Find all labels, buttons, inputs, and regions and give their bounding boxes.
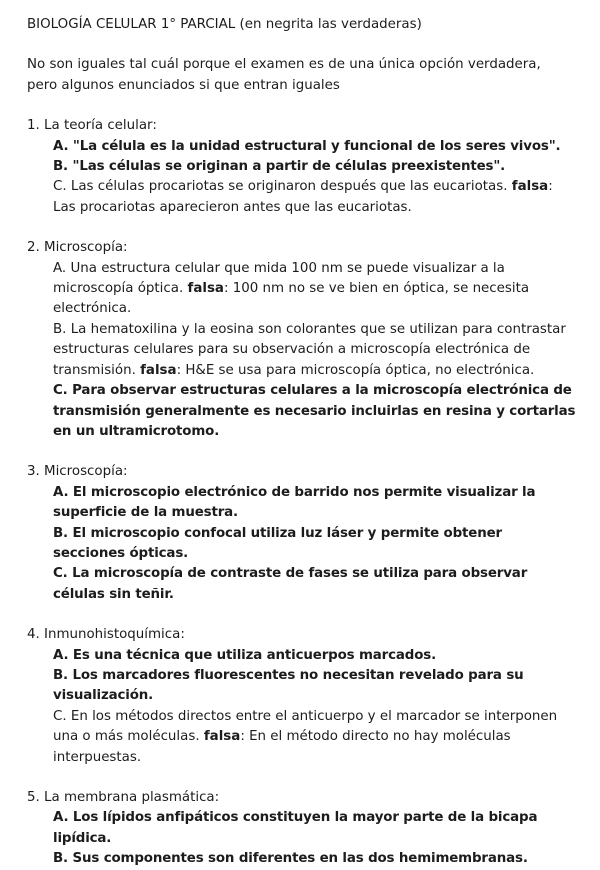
option-text: C. En los métodos directos entre el anticuerpo y el marcador se interponen una o más moléculas.: [53, 708, 558, 745]
option-list: [27, 646, 582, 768]
option-text: B. La hematoxilina y la eosina son colorantes que se utilizan para contrastar estructuras celulares para su observación a microscopía electrónica de transmisión.: [53, 321, 566, 378]
option-false: [53, 707, 582, 768]
option-true: [53, 666, 582, 707]
question-block: [27, 625, 582, 768]
option-true: [53, 157, 582, 177]
option-text: A. Los lípidos anfipáticos constituyen la mayor parte de la bicapa lipídica.: [53, 810, 538, 846]
option-explanation: : En el método directo no hay moléculas interpuestas.: [53, 729, 511, 765]
option-list: [27, 808, 582, 869]
option-text: C. La microscopía de contraste de fases se utiliza para observar células sin teñir.: [53, 566, 528, 602]
question-header: 3. Microscopía:: [27, 464, 128, 480]
falsa-label: falsa: [187, 281, 224, 297]
document-title: BIOLOGÍA CELULAR 1° PARCIAL (en negrita las verdaderas): [27, 17, 422, 32]
option-text: A. Una estructura celular que mida 100 nm se puede visualizar a la microscopía óptica.: [53, 260, 505, 297]
option-text: A. Es una técnica que utiliza anticuerpos marcados.: [53, 647, 437, 663]
question-header: 5. La membrana plasmática:: [27, 790, 220, 805]
option-false: [53, 259, 582, 320]
question-block: [27, 238, 582, 442]
falsa-label: falsa: [140, 362, 177, 378]
question-block: [27, 462, 582, 605]
option-false: [53, 177, 582, 218]
option-text: B. El microscopio confocal utiliza luz láser y permite obtener secciones ópticas.: [53, 525, 502, 561]
option-true: [53, 849, 582, 869]
option-true: [53, 524, 582, 565]
option-true: [53, 381, 582, 442]
question-block: [27, 116, 582, 218]
option-true: [53, 564, 582, 605]
option-true: [53, 808, 582, 849]
option-text: C. Las células procariotas se originaron después que las eucariotas.: [53, 179, 508, 195]
option-explanation: : H&E se usa para microscopía óptica, no electrónica.: [176, 362, 535, 378]
option-text: C. Para observar estructuras celulares a la microscopía electrónica de transmisión generalmente es necesario incluirlas en resina y cortarlas en un ultramicrotomo.: [53, 383, 576, 439]
option-explanation: : 100 nm no se ve bien en óptica, se necesita electrónica.: [53, 281, 530, 317]
option-true: [53, 483, 582, 524]
option-false: [53, 320, 582, 381]
question-list: [27, 116, 582, 869]
option-text: A. El microscopio electrónico de barrido nos permite visualizar la superficie de la muestra.: [53, 484, 536, 521]
option-text: B. Sus componentes son diferentes en las dos hemimembranas.: [53, 851, 528, 867]
option-explanation: : Las procariotas aparecieron antes que las eucariotas.: [53, 179, 553, 215]
option-list: [27, 483, 582, 605]
intro-note: No son iguales tal cuál porque el examen es de una única opción verdadera, pero algunos enunciados si que entran iguales: [27, 57, 541, 93]
question-header: 4. Inmunohistoquímica:: [27, 627, 185, 643]
option-text: B. Los marcadores fluorescentes no necesitan revelado para su visualización.: [53, 667, 524, 704]
question-header: 1. La teoría celular:: [27, 118, 157, 134]
option-list: [27, 259, 582, 443]
option-text: A. "La célula es la unidad estructural y funcional de los seres vivos".: [53, 138, 561, 154]
falsa-label: falsa: [203, 729, 241, 745]
option-text: B. "Las células se originan a partir de células preexistentes".: [53, 159, 506, 175]
question-header: 2. Microscopía:: [27, 240, 128, 256]
option-list: [27, 137, 582, 219]
option-true: [53, 646, 582, 666]
question-block: [27, 788, 582, 870]
option-true: [53, 137, 582, 157]
falsa-label: falsa: [511, 179, 549, 195]
